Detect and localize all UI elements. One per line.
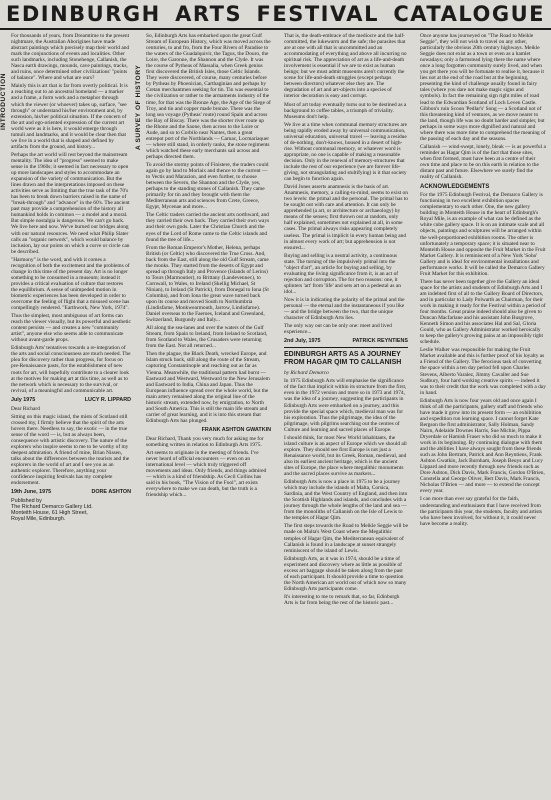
signature-reyntiens: [284, 338, 408, 344]
journey-heading: EDINBURGH ARTS AS A JOURNEY FROM HAGAR QIM TO CALLANISH: [284, 351, 402, 367]
signature-date: 2nd July, 1975: [284, 338, 321, 345]
letter-para: Dear Richard, Thank you very much for asking me for something written in relation to Edinburgh Arts 1975.: [146, 436, 264, 449]
survey-para: All along the sea-lanes and over the waters of the Gulf Stream, from Spain to Ireland, from Ireland to Scotland, from Scotland to Wales, the Crusaders were returning from the East. Not all returned...: [146, 325, 268, 350]
banner-word-edinburgh: EDINBURGH: [6, 2, 161, 26]
letter-para: Art seems to originate in the meeting of friends. I've never heard of official encounters — even on an international level — which truly triggered off movements and ideas. Only friends, and things admired — which is a kind of friendship. As Cecil Collins has said in his book, "The Vision of the Fool", art exists everywhere to make we can death, but the truth is a friendship which...: [146, 450, 267, 499]
survey-para: The Celtic traders carried the ancient arts northward, and they carried their own back. They carried their own ways and their own gods. Later the Christian Church and the eyes of the Lord of Rome came to the Celtic islands and found the tree of life...: [146, 212, 270, 243]
journey-para: I should think, for most New World inhabitants, the island culture is an aspect of Europe which we should all explore. They should see first Europe is not just a Renaissance world, but its Greek, Roman, medieval, and also its earliest ancient heritage, which is the ancient sites of Europe, the place where megalithic monuments and the sacred places survive as markers...: [284, 434, 407, 478]
acknowledgement-para: Edinburgh Arts is now four years old and once again I think of all the participants, gallery staff and friends who have made it grow into its present form — an exhibition and expedition run learning space. I cannot forget Kate Bergson the first administrator, Sally Holman, Sandy Nairn, Adelaide Downes Harris, Sue Michie, Pippa Dryerdale or Hamish Fraser who did so much to make it work in its beginning. By continuing dialogue with them and the abilities I have always sought from these friends such as John Bertram, Patrick and Ann Reyntiens, Frank Ashton Gwatkin, Jack Burnham, Joseph Beuys and Lucy Lippard and more recently through new friends such as Dore Ashton, Dick Davis, Mark Francis, Gordon O'Brien, Constella and George Oliver, Bert Davis, Mark Francis, Nicholas O'Brien — and more — to extend the concept every year.: [420, 397, 545, 495]
acknowledgements-heading: ACKNOWLEDGEMENTS: [420, 184, 490, 191]
acknowledgement-para: I can more than ever say grateful for the faith, understanding and enthusiasm that I have received from the participants this year, the students, faculty and artists who have been involved, for without it, it could never have become a reality.: [420, 496, 542, 527]
journey-para: It's interesting to me to remark that, so far, Edinburgh Arts is far from being the rest of the historic past...: [284, 593, 400, 606]
signature-gwatkin: [146, 427, 271, 433]
signature-name: LUCY R. LIPPARD: [84, 396, 131, 403]
signature-date: July 1975: [11, 396, 36, 403]
banner-word-catalogue: CATALOGUE: [393, 2, 545, 26]
column-reyntiens: [284, 33, 408, 797]
meikle-seggie-para: Callanish — wind-swept, lonely, bleak — is as powerful a reminder as Hagar Qim is of the fact that those sites, when first formed, must have been at a centre of their own time and place to be on this earth in relation to the distant past and future. Elsewhere we surely find the reality of Callanish.: [420, 143, 546, 181]
column-introduction: [11, 33, 131, 797]
intro-para: Mainly this is art that is far from overtly political. It is a reaching out to an ancestral homeland — a marker and a frame, a form work and a metaphor through which the viewer (or whoever) takes up, surface, "see through" or understand his/her environment and, by extension, his/her political situation. If the concern of the art and ego-oriented expression of the current art world were as it is here, it would emerge through tumuli and landmarks, and it would be clear then that we live in a world that is shaped and defined by artifacts from the ground, and history...: [11, 83, 128, 150]
column-survey: [146, 33, 271, 797]
essay-para: Buying and selling is a neutral activity, a continuous state. The turning of the impulsively primal into the "object d'art", an article for buying and selling, by evaluating the living significance from it, is an act of rejection and corruption. The for two reasons: one, it splinters 'art' from 'life' and sets art on a pedestal as an idol...: [284, 252, 401, 295]
acknowledgement-para: For the 1975 Edinburgh Festival, the Demarco Gallery is functioning in two excellent exhibition spaces complementary to each other. One, the new gallery building in Monteith House in the heart of Edinburgh's Royal Mile, is an example of what can be defined as the white cube gallery space. It is on an intimate scale and all objects, paintings and sculptures will be arranged within the well-proportioned exhibition rooms. The other is unfortunately a temporary space; it is situated near to Monteith House and opposite the Fruit Market in the Fruit Market Gallery. It is reminiscent of a New York 'Soho' Gallery and is ideal for environmental installations and performance works. It will be called the Demarco Gallery Fruit Market for this exhibition.: [420, 192, 546, 277]
catalogue-banner: [0, 0, 551, 30]
column-acknowledgements: [420, 33, 546, 797]
survey-para: So, Edinburgh Arts has embarked upon the great Gulf Stream of European History, which was moved across the centuries, to and fro, from the Four Rivers of Paradise to the waters of the Guadalquivir, the Tagus, the Douro, the Loire, the Garonne, the Shannon and the Clyde. It was the course of Pytheas of Massalia, when Greek genius first discovered the British Isles, those Celtic Islands. They were discovered, of course, many centuries before by Pytheas by Phoenician, Carthaginian and perhaps by Cretan merchantmen seeking for tin. Tin was essential to the civilization or rather to the armaments industry of the time, for that was the Bronze Age, the Age of the Siege of Troy, and tin and copper made bronze. There was the long sea voyage (Pytheas' route) round Spain and across the Bay of Biscay. There was the shorter river route up the Rhone and the Saone, then across to the Loire or Aude, and so to Corbilo near Nantes, then a great entrepot port of the Northlands — Carnac, Locmariaquer — where still stand, in orderly ranks, the stone regiments which watched these early merchants sail across and perhaps directed them.: [146, 33, 271, 160]
journey-para: Edinburgh Arts is now a place in 1975 to be a journey which may include the islands of Malta, Corsica, Sardinia, and the West Country of England, and then into the Scottish Highlands and islands, and concludes with a journey through the whole lengths of the land and sea — from the monoliths of Callanish on the Isle of Lewis to the temples of Hagar Qim.: [284, 479, 408, 522]
survey-para: Then the plague, the Black Death, wrecked Europe, and Islam struck back, still along the route of the Stream, capturing Constantinople and reaching out as far as Vienna. Meanwhile, the traditional pattern had burnt — Eastward and Westward, Westward to the New Jerusalem and Eastward to India, China and Japan. Thus the European influence spread over the whole world, but the main artery remained along the original line of the historic stream, extended now, by emigration, to North and South America. This is still the main life stream and carrier of great learning, and it is into this stream that Edinburgh Arts has plunged.: [146, 351, 270, 424]
signature-name: PATRICK REYNTIENS: [352, 338, 408, 345]
signature-date: 19th June, 1975: [11, 489, 52, 496]
signature-ashton: [11, 489, 131, 495]
survey-para: From the Roman Emperor's Mother, Helena, perhaps British (or Celtic) who discovered the True Cross. And, back from the East, still along the old Gulf Stream, came the monks. They started from the deserts of Egypt and spread up through Italy and Provence (Islands of Lerins) to Tours (Marmoutier), to Brittany (Landevennec), to Cornwall, to Wales, to Ireland (Skellig Michael, St Ninian), to Ireland (St Patrick), from Donegal to Iona (St Columba), and from Iona the great wave turned back upon its course and moved South to Northumbria (Lindisfarne, Monkwearmouth, Jarrow, Lindisfarne). Daniel overseas to the Faeroes, Iceland and Greenland, Switzerland, Burgundy and Italy...: [146, 244, 269, 324]
banner-word-arts: ARTS: [175, 2, 243, 26]
acknowledgement-para: Leslie Walker was responsible for making the Fruit Market available and this is further proof of his loyalty as a Friend of the Gallery. The ferocious task of converting the space within a ten day period fell upon Charles Stevens, Alberto Varalez, Jimmy Cavaller and Sue Sudbury, four hard working creative spirits — indeed it was to their credit that the work was completed with a day in hand.: [420, 347, 546, 396]
essay-para: That is, the death-embrace of the mediocre and the half-committed, the lukewarm and the safe; the parasites that are at one with all that is uncommitted and an accommodating of everything and above all incurring no spiritual risk. The appreciation of art as a life-and-death involvement is essential if we are to exist as human beings; but we must admit museums aren't currently the scene for life-and-death struggles (except perhaps between directors) whatever else they are. The degradation of art and art-objects into a species of interior decoration is easy and corrupt.: [284, 33, 407, 100]
essay-para: Now it is in indicating the polarity of the primal and the personal — the eternal and the instantaneous if you like — and the bridge between the two, that the unique character of Edinburgh Arts lies.: [284, 296, 405, 322]
acknowledgement-para: There has never been together give the Gallery an ideal space for the artists and students of Edinburgh Arts and I am indebted first of all to the Gallery Board of Directors, and in particular to Lady Polwarth as Chairman, for their work in making it ready for the Festival within a period of four months. Great praise indeed should also be given to Duncan Macfarlane and his assistant John Busgrove, Kenneth Simon and his associates Hal and Sal, Gloria Gould, who as Gallery Administrator worked heroically to keep the gallery's growing pains at an impossibly tight schedule.: [420, 278, 546, 346]
signature-lippard: [11, 397, 131, 403]
intro-para: Edinburgh Arts' tentatives towards a re-integration of the arts and social consciousness are much needed. The plea for discovery rather than progress, for focus on pre-Renaissance pasts, for the establishment of new roots for art, will hopefully contribute to a clearer look at the motives for making art at this time, as well as to the network which is necessary to the survival, or revival, of a meaningful and communicable art.: [11, 345, 131, 394]
introduction-label: INTRODUCTION: [0, 72, 7, 130]
divider: [284, 347, 408, 348]
journey-para: The first steps towards the Road to Meikle Seggie will be made on Malta's West Coast where the Megalithic temples of Hagar Qim, the Mediterranean equivalent of Callanish is found in a landscape at sunset strangely reminiscent of the island of Lewis.: [284, 523, 408, 554]
letter-para: Sitting on this magic island, the mists of Scotland still crossed my, I firmly believe that the spirit of the arts hovers there. Needless to say, the exotic — in the true sense of the word — is, but as always been, consequence with artistic discovery. The nature of the explorers who inspire seems to me to be worthy of my deepest admiration. A friend of mine, Brian Nissen, talks about the differences between the tourists and the explorers in the world of art and I see you as an authentic explorer. Therefore, anything your confidence inspiring festivals has my complete endorsement.: [11, 413, 130, 487]
publisher-info: Published by The Richard Demarco Gallery Ltd. Monteith House, 61 High Street, Royal Mile, Edinburgh.: [11, 498, 93, 523]
essay-para: David Jones asserts anamnesis is the basis of art. Anamnesis, memory, a calling-to-mind, seems to exist on two levels: the primal and the personal. The primal has to be sought out with care and attention. It can only be apprehended (a art, or architecture or archaeology) by means of the senses; first thrown out at random, only half explained, sometimes not explained at all, in some cases. The primal always risks appearing completely useless. The primal is implicit in every human being and in almost every work of art; but apprehension is not ensured...: [284, 184, 408, 251]
survey-label: A SURVEY OF HISTORY: [135, 64, 142, 150]
essay-para: The only way out can be only one: meet and lived experience...: [284, 323, 392, 336]
letter-para: Dear Richard: [11, 405, 40, 412]
intro-para: Perhaps the art world will rest beyond the mainstream mentality. The idea of "progress" seemed to make sense in the 1960s; it seemed in fact necessary to open up more landscapes and styles to accommodate an expansion of the variety of communication. But the lines drawn and the interpretations imposed on these activities serve as limiting that the true task of the 70's has been to break down barriers raised in the name of "break-through" and "advance" in the 60's. The ancient past may provide a comprehension of the history all humankind holds in common — a model and a moral. But simple nostalgia is dangerous. We can't go back. We live here and now. We've burned our bridges along with our natural resources. We need what Philip Slater calls an "organic network", which would balance by inclusion, lay our points on which a curve or circle can be described.: [11, 151, 130, 255]
journey-byline: by Richard Demarco: [284, 370, 329, 377]
signature-name: FRANK ASHTON GWATKIN: [201, 426, 271, 433]
meikle-seggie-para: Once anyone has journeyed on "The Road to Meikle Seggie", they will not wish to travel on any other, particularly the obvious 20th century highways. Meikle Seggie does not exist as a town or even as a hamlet nowadays; only a farmstead lying there the name where once a long forgotten community surely lived, and when you get there you will be fortunate to realise it, because it lies not at the end of the road but at the beginning, presenting the kind of challenge usually found in fairy tales (where you dare not make magic signs and symbols). In fact the remaining sign right miles of road lead to the Edwardian Scotland of Loch Leven Castle. Gibbon's ruin Scoon 'Pedlar's' Song — a Scotland not of this threatening kind of ventures, as we move nearer to the land, though life was no doubt harder and simpler, but perhaps in some ways more dignified and natural and where there was more time to comprehend the meaning of the passing of each day and the seasons.: [420, 33, 546, 142]
signature-name: DORE ASHTON: [91, 489, 131, 496]
journey-para: In 1975 Edinburgh Arts will emphasise the significance of the fact that implicit within its structure from the first, even in the 1972 version and more so in 1973 and 1974, was the idea of a journey, suggesting the participants in Edinburgh Arts were embarked on a journey, and this provide the special space which, medieval man was for his exploration. Thus the pilgrimage, the idea of the pilgrimage, with pilgrims searching out the centres of Culture and learning and sacred places of Europe.: [284, 378, 407, 433]
survey-para: To avoid the stormy points of Finistere, the traders could again go by land to Morlaix and thence to the current — to Vectis and Marazion, and even further, to choose between the Severn, the Shannon and the Clyde, yes, perhaps to the standing stones of Callanish. They came primarily for tin and they brought with them the Mediterranean arts and sciences from Crete, Greece, Egypt, Mycenae and more...: [146, 161, 269, 211]
banner-word-festival: FESTIVAL: [256, 2, 379, 26]
essay-para: We live at a time when communal memory structures are being rapidly eroded away by universal communication, universal education, universal travel — leaving a residue of de-nothing, don't-knows, housed in a desert of high-rise. Without communal memory, or whatever word is appropriate, no one is capable of making a reasonable decision. Only in the renewal of memory-structures that include the rest of our experience (we are forever life-giving, not strangulating and stultifying) is it that society can begin to function again.: [284, 121, 408, 183]
journey-para: Edinburgh Arts, as it was in 1974, should be a time of experiment and discovery where as little as possible of excess art baggage should be taken along from the past of each participant. It should provide a time to question the North American art world out of which now so many Edinburgh Arts participants come.: [284, 555, 407, 592]
intro-para: Thus the simplest, most ambiguous of art forms can reach the viewer visually, but its powerful and aesthetic content persists — and creates a new "community artist", anyone else who seems able to communicate without avant-garde props.: [11, 313, 131, 344]
intro-para: For thousands of years, from Dreamtime to the present nightmare, the Australian Aborigines have made abstract paintings which precisely map their world and mark the conjunctions of events and localities. Other such landmarks, including Stonehenge, Callanish, the Nasca earth drawings, mounds, cave paintings, tracks, and ruins, once determined other civilizations' "points of balance". Where and what are ours?: [11, 33, 130, 82]
intro-para: "Harmony" is the word, and with it comes a recognition of both the excitement and the problems of change in this time of the present day. Art is no longer something to be consumed in a museum; instead it provides a critical evaluation of culture that restores the equilibrium. A sense of unimpeded motion in biometric experiences has been developed in order to overcome the feeling of flight that a misused scene has compellingly rendered. "Earthwork, New York, 1974".: [11, 256, 130, 312]
essay-para: Most of art today eventually turns out to be destined as a background to coffee tables, a triumph of triviality. Museums don't help.: [284, 101, 407, 120]
